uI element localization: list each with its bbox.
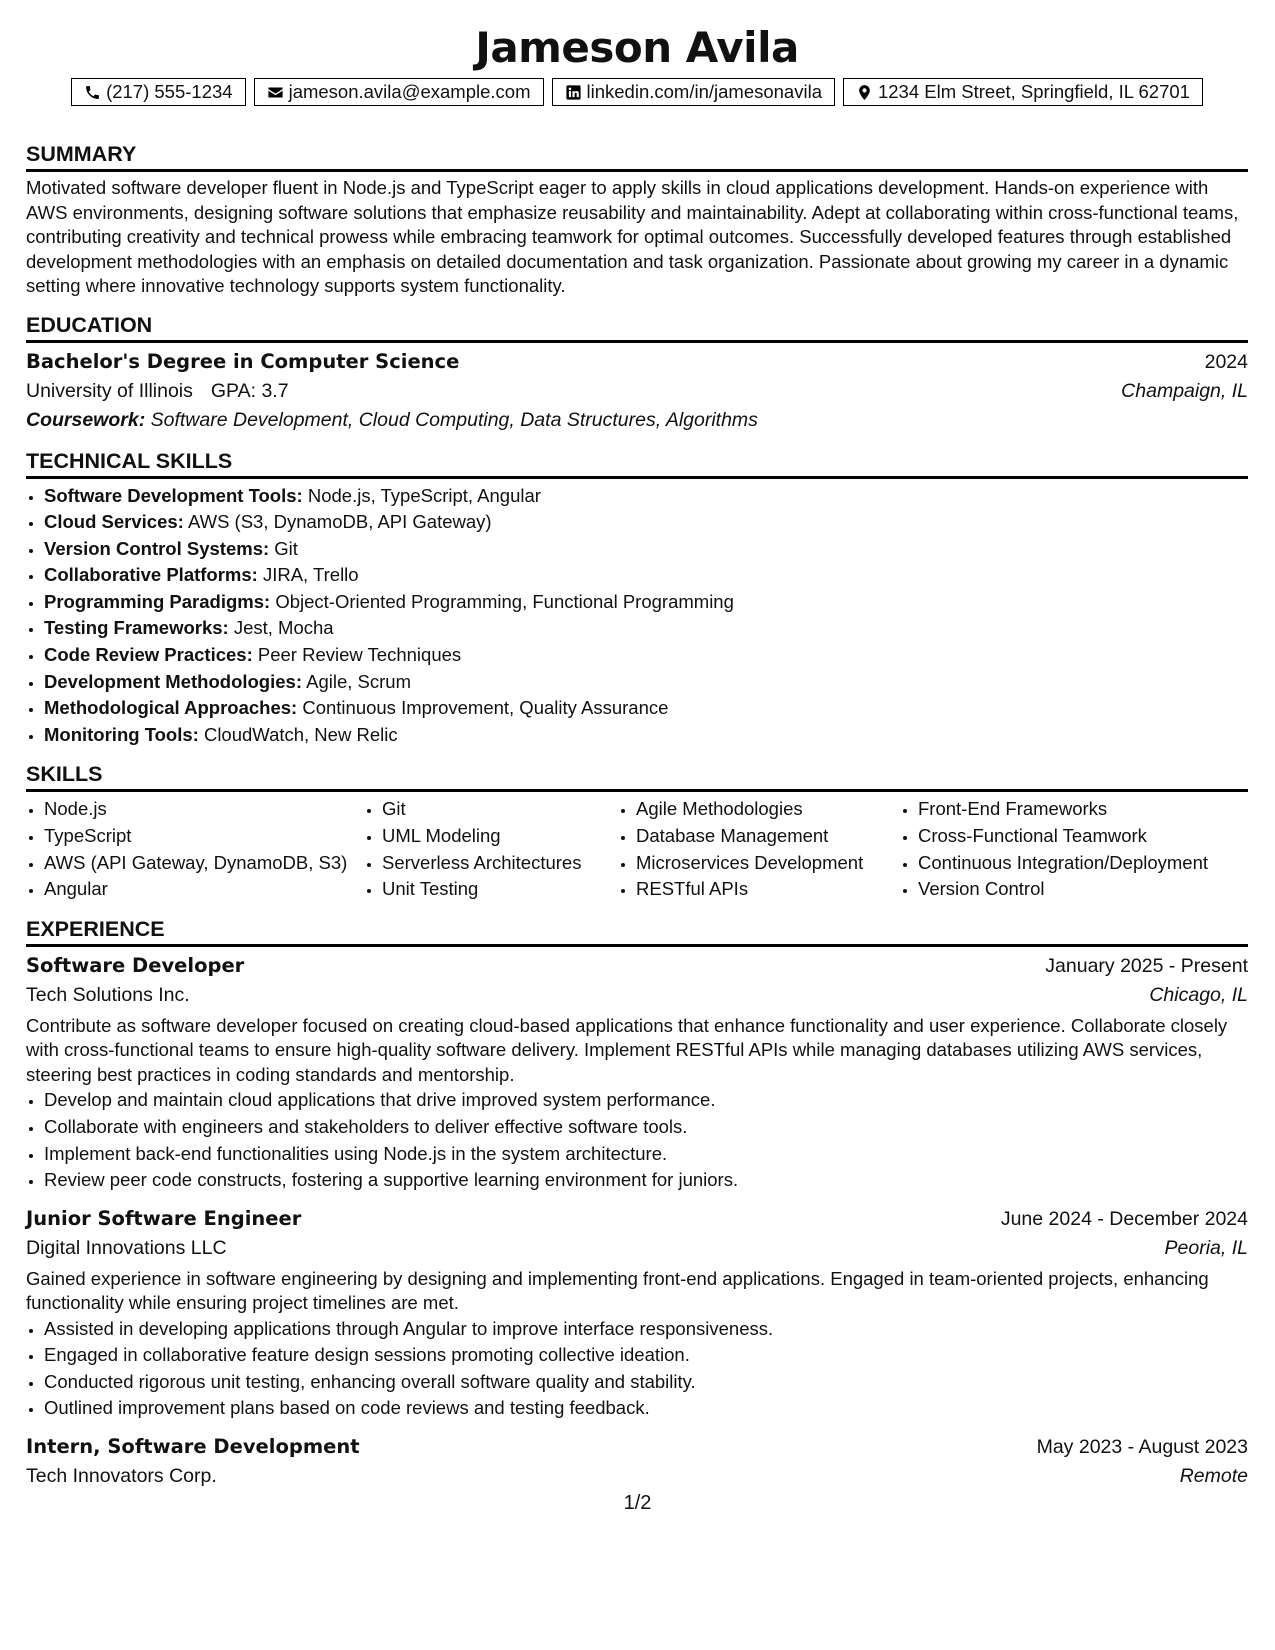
tech-skill-value: Node.js, TypeScript, Angular [307, 484, 541, 506]
tech-skill-label: Monitoring Tools: [44, 723, 199, 745]
company-name: Tech Solutions Inc. [26, 983, 190, 1006]
skills-column-2 [364, 796, 618, 902]
contact-phone[interactable] [71, 78, 246, 106]
technical-skills-section [26, 447, 1248, 749]
list-item: • Unit Testing [382, 876, 618, 903]
list-item: • Database Management [636, 823, 900, 850]
degree-title: Bachelor's Degree in Computer Science [26, 349, 460, 373]
tech-skill-label: Cloud Services: [44, 511, 184, 533]
list-item: • AWS (API Gateway, DynamoDB, S3) [44, 850, 364, 877]
list-item [44, 669, 1248, 696]
list-item: • Assisted in developing applications through Angular to improve interface responsiveness. [44, 1316, 1248, 1343]
list-item: • Engaged in collaborative feature design sessions promoting collective ideation. [44, 1342, 1248, 1369]
linkedin-text: linkedin.com/in/jamesonavila [586, 80, 822, 102]
job-location: Remote [1179, 1465, 1248, 1488]
list-item: • Node.js [44, 796, 364, 823]
list-item: • Agile Methodologies [636, 796, 900, 823]
linkedin-icon [565, 84, 582, 101]
list-item [44, 536, 1248, 563]
list-item: • RESTful APIs [636, 876, 900, 903]
list-item [44, 722, 1248, 749]
job-title: Intern, Software Development [26, 1435, 360, 1459]
phone-icon [84, 84, 101, 101]
gpa: GPA: 3.7 [210, 379, 289, 402]
tech-skill-label: Software Development Tools: [44, 484, 303, 506]
job-dates: January 2025 - Present [1045, 954, 1248, 977]
job-dates: May 2023 - August 2023 [1036, 1436, 1248, 1459]
tech-skill-value: Object-Oriented Programming, Functional Programming [275, 590, 734, 612]
job-bullets [26, 1087, 1248, 1193]
tech-skill-value: Git [274, 537, 298, 559]
tech-skill-label: Version Control Systems: [44, 537, 270, 559]
list-item: • Collaborate with engineers and stakeholders to deliver effective software tools. [44, 1114, 1248, 1141]
list-item [44, 695, 1248, 722]
list-item [44, 589, 1248, 616]
tech-skill-label: Collaborative Platforms: [44, 564, 258, 586]
section-title-technical-skills: TECHNICAL SKILLS [26, 447, 1248, 479]
school-line [26, 377, 289, 406]
summary-section [26, 140, 1248, 299]
job-entry [26, 951, 1248, 1194]
list-item: • Version Control [918, 876, 1248, 903]
school-location: Champaign, IL [1121, 379, 1248, 402]
list-item: • Conducted rigorous unit testing, enhancing overall software quality and stability. [44, 1369, 1248, 1396]
company-name: Digital Innovations LLC [26, 1236, 227, 1259]
contact-linkedin[interactable] [552, 78, 835, 106]
tech-skill-value: Peer Review Techniques [257, 644, 462, 666]
section-title-education: EDUCATION [26, 311, 1248, 343]
tech-skill-value: CloudWatch, New Relic [203, 723, 398, 745]
address-text: 1234 Elm Street, Springfield, IL 62701 [877, 80, 1190, 102]
phone-text: (217) 555-1234 [106, 80, 233, 102]
tech-skill-value: Jest, Mocha [233, 617, 334, 639]
candidate-name: Jameson Avila [475, 23, 799, 72]
list-item [44, 483, 1248, 510]
list-item [44, 615, 1248, 642]
contact-address[interactable] [843, 78, 1203, 106]
job-entry [26, 1204, 1248, 1422]
list-item: • Continuous Integration/Deployment [918, 850, 1248, 877]
list-item: • Front-End Frameworks [918, 796, 1248, 823]
list-item: • Angular [44, 876, 364, 903]
list-item: • Review peer code constructs, fostering a supportive learning environment for juniors. [44, 1167, 1248, 1194]
summary-text: Motivated software developer fluent in Node.js and TypeScript eager to apply skills in cloud applications development. Hands-on experience with AWS environments, designing software solutions that emphasize reusability and maintainability. Adept at collaborating within cross-functional teams, contributing creativity and technical prowess while embracing teamwork for optimal outcomes. Successfully developed features through established development methodologies with an emphasis on detailed documentation and task organization. Passionate about growing my career in a dynamic setting where innovative technology supports system functionality. [26, 177, 1239, 296]
technical-skills-list [26, 483, 1248, 749]
skills-column-1 [26, 796, 364, 902]
coursework-label: Coursework: [26, 408, 146, 431]
list-item: • UML Modeling [382, 823, 618, 850]
list-item: • Implement back-end functionalities using Node.js in the system architecture. [44, 1141, 1248, 1168]
email-text: jameson.avila@example.com [288, 80, 531, 102]
job-description: Contribute as software developer focused on creating cloud-based applications that enhance functionality and user experience. Collaborate closely with cross-functional teams to ensure high-quality software delivery. Implement RESTful APIs while managing databases utilizing AWS services, steering best practices in coding standards and mentorship. [26, 1014, 1228, 1085]
list-item: • Outlined improvement plans based on code reviews and testing feedback. [44, 1395, 1248, 1422]
job-title: Software Developer [26, 953, 245, 977]
envelope-icon [267, 84, 284, 101]
experience-section [26, 915, 1248, 1491]
section-title-summary: SUMMARY [26, 140, 1248, 172]
section-title-experience: EXPERIENCE [26, 915, 1248, 947]
map-marker-icon [856, 84, 873, 101]
tech-skill-label: Code Review Practices: [44, 644, 253, 666]
job-entry [26, 1432, 1248, 1491]
company-name: Tech Innovators Corp. [26, 1465, 217, 1488]
tech-skill-label: Development Methodologies: [44, 670, 302, 692]
list-item: • Serverless Architectures [382, 850, 618, 877]
list-item [44, 562, 1248, 589]
contact-email[interactable] [254, 78, 544, 106]
tech-skill-label: Programming Paradigms: [44, 590, 271, 612]
resume-page [26, 22, 1248, 1491]
list-item [44, 509, 1248, 536]
job-location: Peoria, IL [1164, 1236, 1248, 1259]
coursework-text: Software Development, Cloud Computing, Data Structures, Algorithms [150, 408, 758, 431]
list-item: • Cross-Functional Teamwork [918, 823, 1248, 850]
job-title: Junior Software Engineer [26, 1206, 302, 1230]
skills-column-4 [900, 796, 1248, 902]
page-number: 1/2 [623, 1492, 652, 1514]
job-bullets [26, 1316, 1248, 1422]
tech-skill-value: Continuous Improvement, Quality Assurance [302, 697, 669, 719]
skills-column-3 [618, 796, 900, 902]
list-item [44, 642, 1248, 669]
list-item: • Git [382, 796, 618, 823]
school-name: University of Illinois [26, 379, 193, 402]
list-item: • Microservices Development [636, 850, 900, 877]
skills-grid [26, 796, 1248, 902]
tech-skill-label: Methodological Approaches: [44, 697, 298, 719]
tech-skill-value: JIRA, Trello [262, 564, 359, 586]
job-location: Chicago, IL [1149, 983, 1248, 1006]
list-item: • Develop and maintain cloud applications that drive improved system performance. [44, 1087, 1248, 1114]
job-description: Gained experience in software engineering by designing and implementing front-end applications. Engaged in team-oriented projects, enhancing functionality while ensuring project timelines are met. [26, 1267, 1209, 1314]
graduation-year: 2024 [1204, 350, 1248, 373]
tech-skill-value: Agile, Scrum [306, 670, 411, 692]
section-title-skills: SKILLS [26, 760, 1248, 792]
tech-skill-label: Testing Frameworks: [44, 617, 229, 639]
skills-section [26, 760, 1248, 902]
education-section [26, 311, 1248, 435]
contact-bar [26, 78, 1248, 106]
tech-skill-value: AWS (S3, DynamoDB, API Gateway) [187, 511, 492, 533]
job-dates: June 2024 - December 2024 [1000, 1207, 1248, 1230]
list-item: • TypeScript [44, 823, 364, 850]
coursework-line [26, 406, 1248, 435]
